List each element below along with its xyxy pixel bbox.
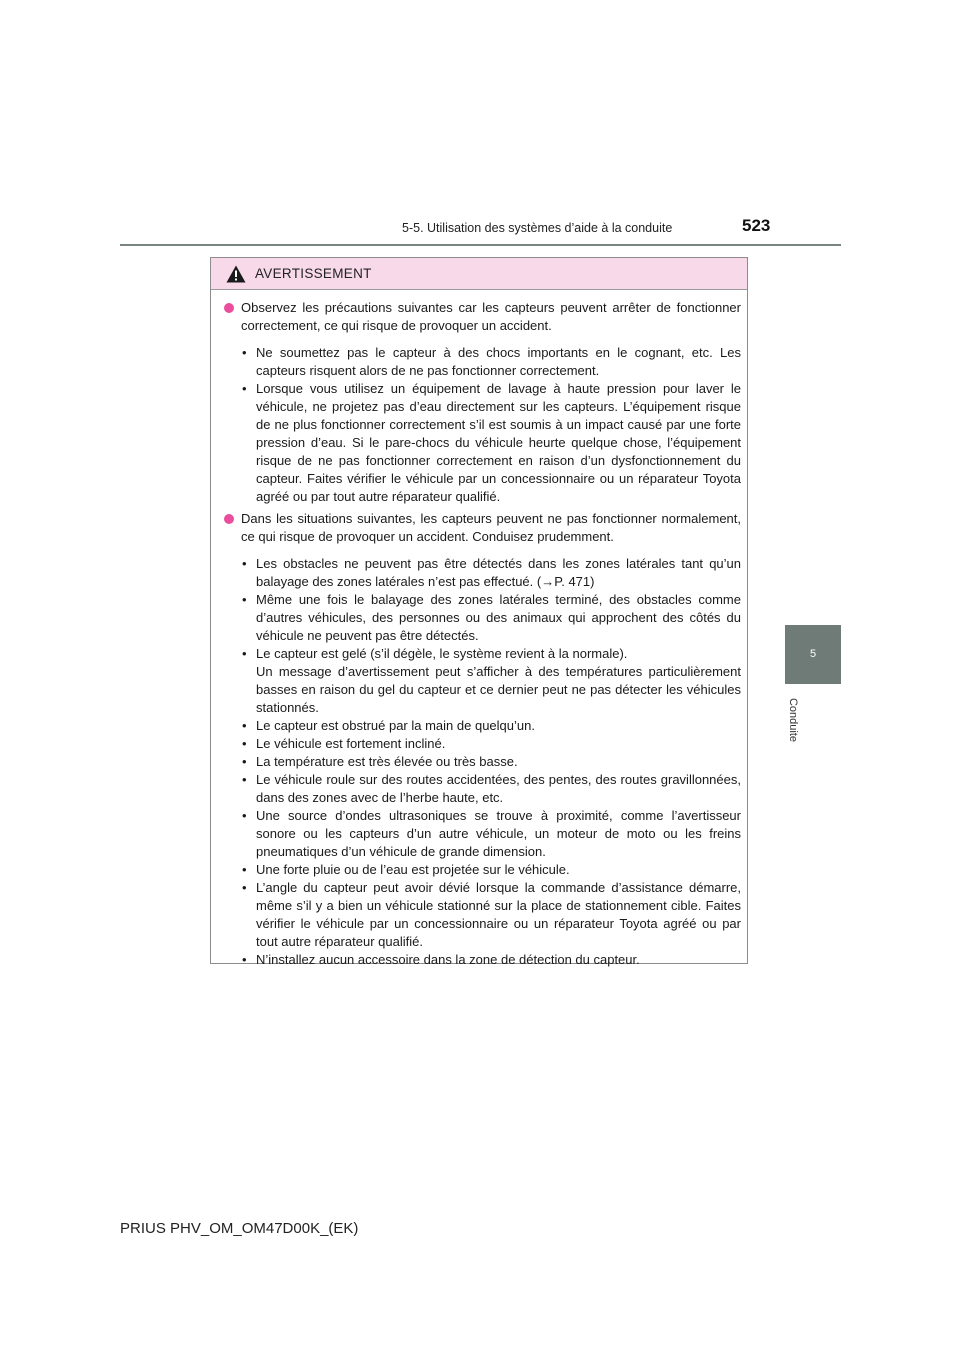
list-item: • Les obstacles ne peuvent pas être détectés dans les zones latérales tant qu’un balayage des zones latérales n’est pas effectué. (→P. 471) <box>242 556 741 589</box>
pink-bullet-icon <box>224 514 234 524</box>
chapter-label <box>778 690 808 750</box>
list-item: • Le véhicule roule sur des routes accidentées, des pentes, des routes gravillonnées, dans des zones avec de l’herbe haute, etc. <box>242 772 741 805</box>
warning-body <box>211 290 747 969</box>
list-item: • Le véhicule est fortement incliné. <box>242 736 446 751</box>
list-item: • N’installez aucun accessoire dans la zone de détection du capteur. <box>242 952 640 967</box>
chapter-tab[interactable] <box>785 625 841 684</box>
pink-bullet-icon <box>224 303 234 313</box>
warning-header <box>211 258 747 290</box>
document-code: PRIUS PHV_OM_OM47D00K_(EK) <box>120 1220 359 1237</box>
warning-intro-1 <box>224 299 741 335</box>
list-item: • Le capteur est gelé (s’il dégèle, le système revient à la normale). Un message d’avertissement peut s’afficher à des températures particulièrement basses en raison du gel du capteur et ce dernier peut ne pas détecter les véhicules stationnés. <box>242 646 741 715</box>
warning-intro-1-text: Observez les précautions suivantes car les capteurs peuvent arrêter de fonctionner correctement, ce qui risque de provoquer un accident. <box>241 300 741 333</box>
warning-triangle-icon <box>226 265 246 283</box>
list-item: • L’angle du capteur peut avoir dévié lorsque la commande d’assistance démarre, même s’il y a bien un véhicule stationné sur la place de stationnement cible. Faites vérifier le véhicule par un concessionnaire ou un réparateur Toyota agréé ou par tout autre réparateur qualifié. <box>242 880 741 949</box>
page-number: 523 <box>742 216 771 235</box>
warning-list-2 <box>241 555 741 969</box>
chapter-label-text: Conduite <box>787 697 800 743</box>
list-item: • Ne soumettez pas le capteur à des chocs importants en le cognant, etc. Les capteurs risquent alors de ne pas fonctionner correctement. <box>242 345 741 378</box>
chapter-number: 5 <box>809 648 817 660</box>
warning-list-1 <box>241 344 741 506</box>
warning-title: AVERTISSEMENT <box>255 266 372 281</box>
list-item: • Lorsque vous utilisez un équipement de lavage à haute pression pour laver le véhicule, ne projetez pas d’eau directement sur les capteurs. L’équipement risque de ne plus fonctionner correctement s’il est soumis à un impact causé par une forte pression d’eau. Si le pare-chocs du véhicule heurte quelque chose, l’équipement risque de ne pas fonctionner correctement en raison d’un dysfonctionnement du capteur. Faites vérifier le véhicule par un concessionnaire ou un réparateur Toyota agréé ou par tout autre réparateur qualifié. <box>242 381 741 504</box>
list-item: • Même une fois le balayage des zones latérales terminé, des obstacles comme d’autres véhicules, des personnes ou des animaux qui approchent des côtés du véhicule ne peuvent pas être détectés. <box>242 592 741 643</box>
header-rule <box>120 244 841 246</box>
warning-intro-2-text: Dans les situations suivantes, les capteurs peuvent ne pas fonctionner normalement, ce qui risque de provoquer un accident. Conduisez prudemment. <box>241 511 741 544</box>
list-item: • Une forte pluie ou de l’eau est projetée sur le véhicule. <box>242 862 570 877</box>
list-item: • Le capteur est obstrué par la main de quelqu’un. <box>242 718 535 733</box>
warning-intro-2 <box>224 510 741 546</box>
list-item: • Une source d’ondes ultrasoniques se trouve à proximité, comme l’avertisseur sonore ou les capteurs d’un autre véhicule, un moteur de moto ou les freins pneumatiques d’un véhicule de grande dimension. <box>242 808 741 859</box>
list-item: • La température est très élevée ou très basse. <box>242 754 518 769</box>
section-title: 5-5. Utilisation des systèmes d’aide à la conduite <box>402 221 673 235</box>
warning-box <box>210 257 748 967</box>
